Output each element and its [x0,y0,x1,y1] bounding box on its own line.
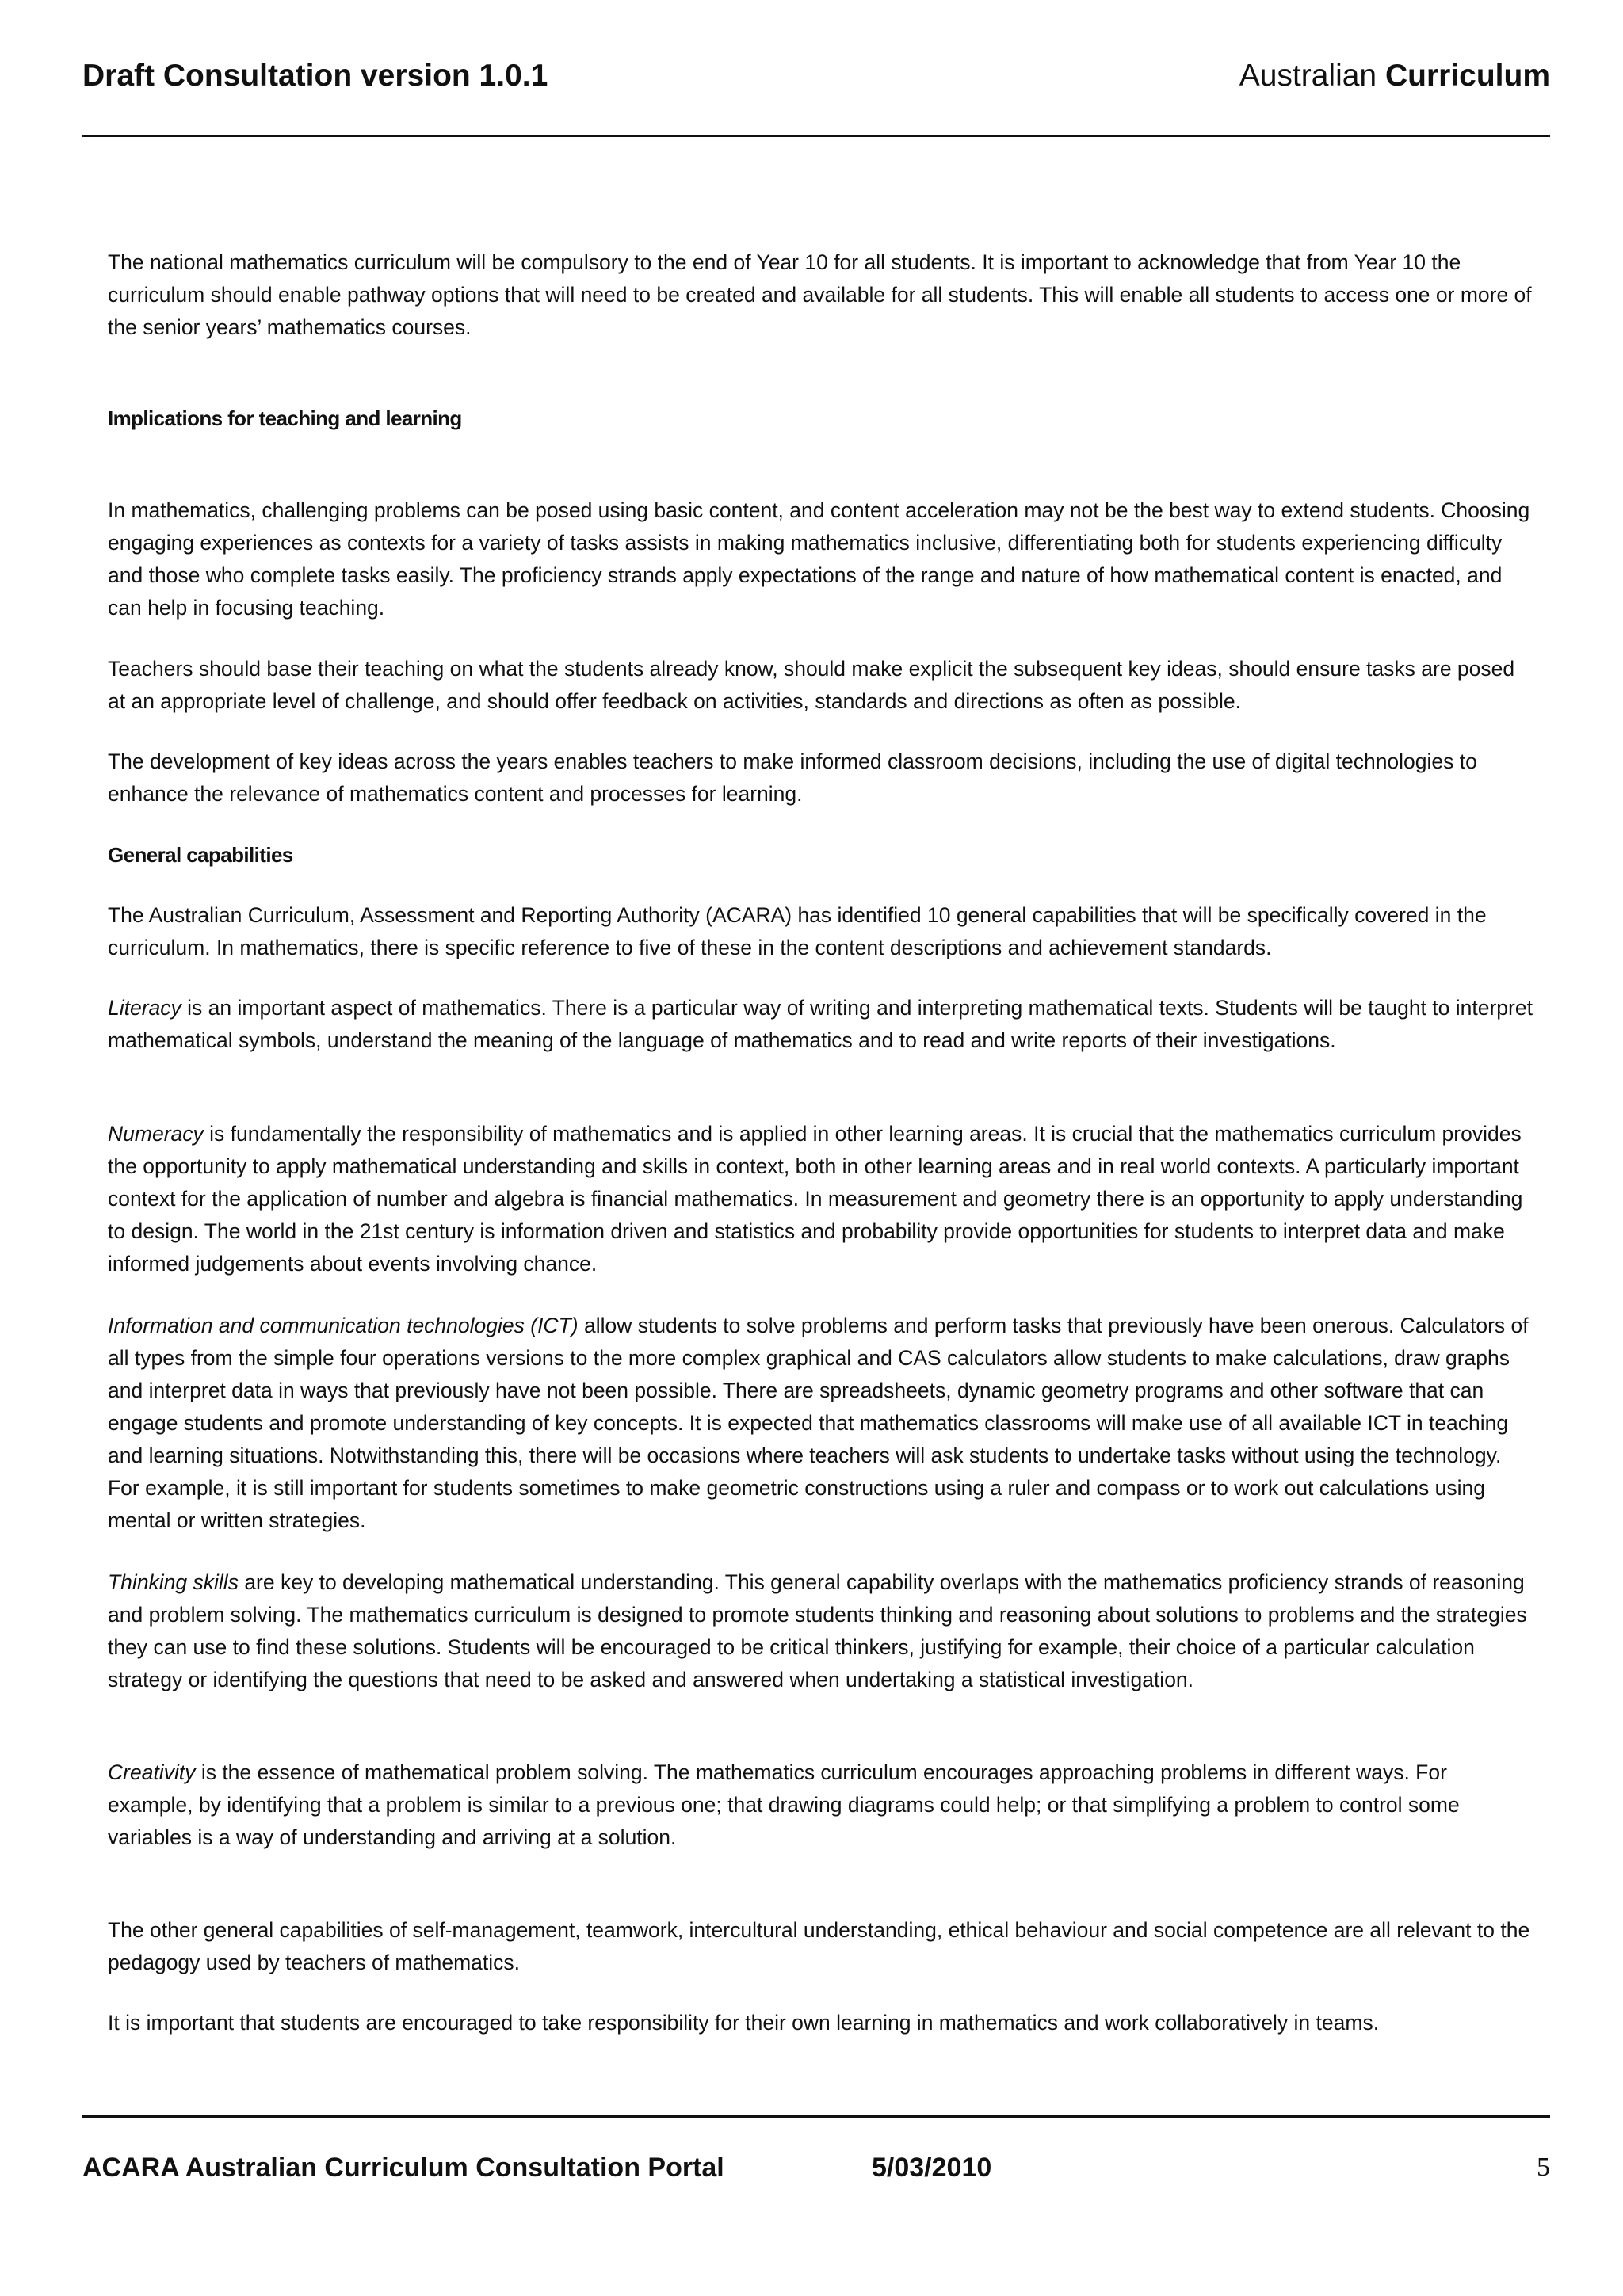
paragraph-thinking-skills [108,1566,1534,1696]
footer-portal-name: ACARA Australian Curriculum Consultation Portal [82,2153,724,2183]
brand-bold: Curriculum [1384,59,1550,93]
term-ict: Information and communication technologies (ICT) [108,1314,579,1337]
paragraph-literacy [108,992,1534,1057]
term-numeracy: Numeracy [108,1122,204,1146]
paragraph-other-capabilities: The other general capabilities of self-management, teamwork, intercultural understanding, ethical behaviour and social competence are all relevant to the pedagogy used by teachers of mathematics. [108,1918,1530,1974]
paragraph-numeracy [108,1118,1534,1280]
document-title: Draft Consultation version 1.0.1 [82,59,548,93]
term-thinking-skills: Thinking skills [108,1570,239,1594]
term-creativity: Creativity [108,1760,196,1784]
heading-general-capabilities: General capabilities [108,843,293,867]
literacy-text: is an important aspect of mathematics. There is a particular way of writing and interpreting mathematical texts. Students will be taught to interpret mathematical symbols, understand the meaning of the language of mathematics and to read and write reports of their investigations. [108,996,1533,1052]
paragraph-creativity [108,1756,1534,1854]
numeracy-text: is fundamentally the responsibility of mathematics and is applied in other learning areas. It is crucial that the mathematics curriculum provides the opportunity to apply mathematical understanding and skills in context, both in other learning areas and in real world contexts. A particularly important context for the application of number and algebra is financial mathematics. In measurement and geometry there is an opportunity to apply understanding to design. The world in the 21st century is information driven and statistics and probability provide opportunities for students to interpret data and make informed judgements about events involving chance. [108,1122,1523,1276]
page-number: 5 [1537,2153,1550,2182]
paragraph-ict [108,1310,1534,1537]
ict-text: allow students to solve problems and perform tasks that previously have been onerous. Calculators of all types from the simple four operations versions to the more complex graphical and CAS calculators allow students to make calculations, draw graphs and interpret data in ways that previously have not been possible. There are spreadsheets, dynamic geometry programs and other software that can engage students and promote understanding of key concepts. It is expected that mathematics classrooms will make use of all available ICT in teaching and learning situations. Notwithstanding this, there will be occasions where teachers will ask students to undertake tasks without using the technology. For example, it is still important for students sometimes to make geometric constructions using a ruler and compass or to work out calculations using mental or written strategies. [108,1314,1529,1532]
page-footer [82,2149,1550,2187]
thinking-skills-text: are key to developing mathematical understanding. This general capability overlaps with the mathematics proficiency strands of reasoning and problem solving. The mathematics curriculum is designed to promote students thinking and reasoning about solutions to problems and the strategies they can use to find these solutions. Students will be encouraged to be critical thinkers, justifying for example, their choice of a particular calculation strategy or identifying the questions that need to be asked and answered when undertaking a statistical investigation. [108,1570,1527,1691]
paragraph-pathways: The national mathematics curriculum will be compulsory to the end of Year 10 for all students. It is important to acknowledge that from Year 10 the curriculum should enable pathway options that will need to be created and available for all students. This will enable all students to access one or more of the senior years’ mathematics courses. [108,250,1532,339]
brand-title [1239,55,1550,97]
paragraph-challenging-problems: In mathematics, challenging problems can be posed using basic content, and content acceleration may not be the best way to extend students. Choosing engaging experiences as contexts for a variety of tasks assists in making mathematics inclusive, differentiating both for students experiencing difficulty and those who complete tasks easily. The proficiency strands apply expectations of the range and nature of how mathematical content is enacted, and can help in focusing teaching. [108,498,1530,620]
paragraph-teachers-base: Teachers should base their teaching on what the students already know, should make explicit the subsequent key ideas, should ensure tasks are posed at an appropriate level of challenge, and should offer feedback on activities, standards and directions as often as possible. [108,657,1515,713]
footer-date: 5/03/2010 [872,2153,992,2183]
heading-teaching-learning: Implications for teaching and learning [108,406,462,430]
header-divider [82,135,1550,137]
term-literacy: Literacy [108,996,181,1020]
creativity-text: is the essence of mathematical problem solving. The mathematics curriculum encourages approaching problems in different ways. For example, by identifying that a problem is similar to a previous one; that drawing diagrams could help; or that simplifying a problem to control some variables is a way of understanding and arriving at a solution. [108,1760,1460,1849]
footer-divider [82,2115,1550,2118]
paragraph-acara-capabilities: The Australian Curriculum, Assessment and Reporting Authority (ACARA) has identified 10 general capabilities that will be specifically covered in the curriculum. In mathematics, there is specific reference to five of these in the content descriptions and achievement standards. [108,903,1487,959]
page-header [82,55,1550,97]
paragraph-key-ideas: The development of key ideas across the years enables teachers to make informed classroom decisions, including the use of digital technologies to enhance the relevance of mathematics content and processes for learning. [108,749,1477,806]
brand-light: Australian [1239,59,1377,93]
paragraph-responsibility: It is important that students are encouraged to take responsibility for their own learning in mathematics and work collaboratively in teams. [108,2011,1380,2035]
